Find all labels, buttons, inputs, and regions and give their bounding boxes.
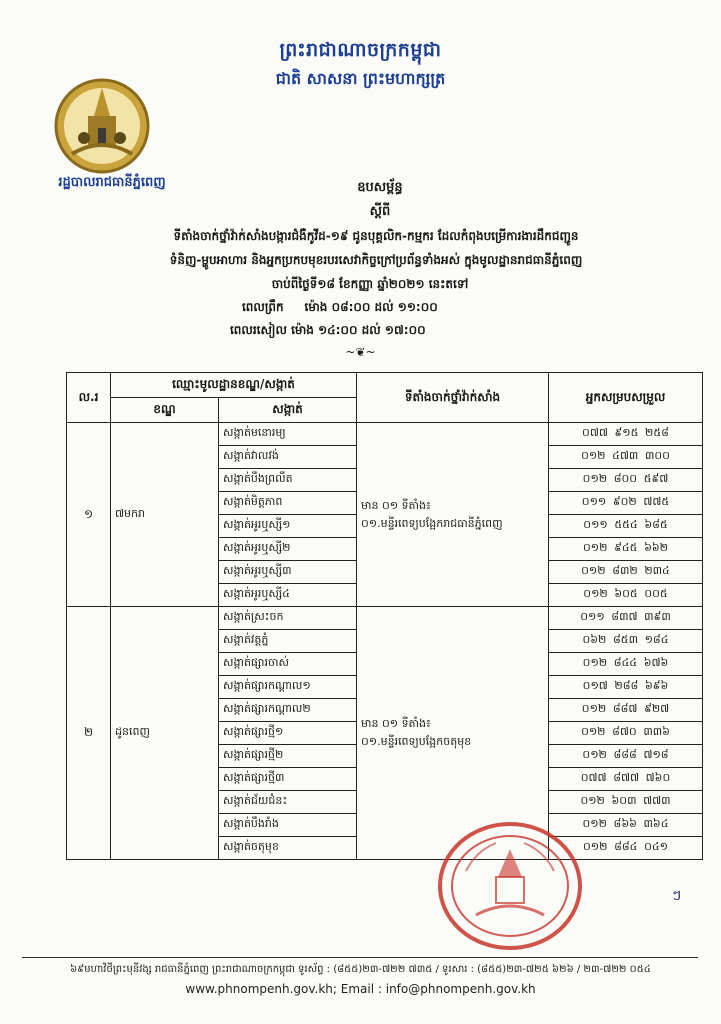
coordinator-phone: ០១១ ៩០២ ៧៧៥: [549, 492, 703, 515]
national-motto: ជាតិ សាសនា ព្រះមហាក្សត្រ: [275, 69, 446, 88]
row-number: ២: [67, 607, 111, 860]
sangkat-name: សង្កាត់ផ្សារថ្មី២: [219, 745, 357, 768]
evening-hours: ពេលរសៀល ម៉ោង ១៤:០០ ដល់ ១៧:០០: [230, 323, 426, 337]
kingdom-title: ព្រះរាជាណាចក្រកម្ពុជា: [279, 39, 442, 61]
coordinator-phone: ០១២ ៨៦៦ ៣៦៤: [549, 814, 703, 837]
header-sangkat: សង្កាត់: [219, 398, 357, 423]
sangkat-name: សង្កាត់វាលវង់: [219, 446, 357, 469]
header-coordinator: អ្នកសម្របសម្រួល: [549, 373, 703, 423]
header-no: ល.រ: [67, 373, 111, 423]
coordinator-phone: ០១២ ៨៨៧ ៩២៧: [549, 699, 703, 722]
official-red-seal-icon: [436, 821, 584, 951]
annex-heading: ឧបសម្ព័ន្ធ: [357, 180, 403, 195]
city-hall-name: រដ្ឋបាលរាជធានីភ្នំពេញ: [58, 175, 166, 190]
sangkat-name: សង្កាត់ផ្សារថ្មី១: [219, 722, 357, 745]
start-date: ចាប់ពីថ្ងៃទី១៨ ខែកញ្ញា ឆ្នាំ២០២១ នេះតទៅ: [271, 277, 469, 291]
ornament-divider: ~❦~: [345, 345, 376, 359]
sangkat-name: សង្កាត់អូរឬស្សី៤: [219, 584, 357, 607]
subject-line-2: ទំនិញ-ម្ហូបអាហារ និងអ្នកប្រកបមុខរបរសេវាកិច្ចក្រៅប្រព័ន្ធទាំងអស់ ក្នុងមូលដ្ឋានរាជធានីភ្នំពេញ: [169, 253, 583, 267]
coordinator-phone: ០១២ ៨៧០ ៣៣៦: [549, 722, 703, 745]
row-number: ១: [67, 423, 111, 607]
coordinator-phone: ០៧៧ ៩១៥ ២៥៨: [549, 423, 703, 446]
sangkat-name: សង្កាត់ផ្សារចាស់: [219, 653, 357, 676]
coordinator-phone: ០១២ ៨៨៨ ៧១៨: [549, 745, 703, 768]
site-count: មាន ០១ ទីតាំង៖: [361, 498, 431, 512]
signature-initials: ៗ: [672, 888, 682, 904]
coordinator-phone: ០១៧ ២៨៨ ៦៩៦: [549, 676, 703, 699]
sangkat-name: សង្កាត់មនោរម្យ: [219, 423, 357, 446]
sangkat-name: សង្កាត់អូរឬស្សី២: [219, 538, 357, 561]
coordinator-phone: ០៧៧ ៨៧៧ ៧៦០: [549, 768, 703, 791]
header-khan: ខណ្ឌ: [111, 398, 219, 423]
coordinator-phone: ០១២ ៨៣២ ២៣៤: [549, 561, 703, 584]
vaccination-sites-table: [66, 372, 703, 860]
header-location-name: ឈ្មោះមូលដ្ឋានខណ្ឌ/សង្កាត់: [111, 373, 357, 398]
sangkat-name: សង្កាត់ផ្សារកណ្ដាល២: [219, 699, 357, 722]
sangkat-name: សង្កាត់ផ្សារកណ្ដាល១: [219, 676, 357, 699]
khan-name: ៧មករា: [111, 423, 219, 607]
vaccination-site-cell: [357, 423, 549, 607]
site-name: ០១.មន្ទីរពេទ្យបង្អែកចតុមុខ: [361, 735, 472, 748]
site-count: មាន ០១ ទីតាំង៖: [361, 717, 431, 730]
sangkat-name: សង្កាត់បឹងរាំង: [219, 814, 357, 837]
table-row: [67, 607, 703, 630]
coordinator-phone: ០១២ ៩៤៥ ៦៦២: [549, 538, 703, 561]
phnom-penh-emblem-icon: [52, 76, 152, 176]
table-row: [67, 423, 703, 446]
footer-address: ៦៩មហាវិថីព្រះមុនីវង្ស រាជធានីភ្នំពេញ ព្រះរាជាណាចក្រកម្ពុជា ទូរស័ព្ទ : (៨៥៥)២៣-៧២២ ៧៣៥ / ទូរសារ : (៨៥៥)២៣-៧២៥ ៦២៦ / ២៣-៧២២ ០៥៤: [70, 964, 651, 975]
footer-divider: [22, 957, 698, 958]
footer-website-email: www.phnompenh.gov.kh; Email : info@phnompenh.gov.kh: [185, 982, 536, 996]
coordinator-phone: ០១២ ៨៤៤ ៦៧៦: [549, 653, 703, 676]
sangkat-name: សង្កាត់បឹងព្រលឹត: [219, 469, 357, 492]
sangkat-name: សង្កាត់ជ័យជំនះ: [219, 791, 357, 814]
about-heading: ស្តីពី: [369, 204, 391, 219]
coordinator-phone: ០១២ ៤៧៣ ៣០០: [549, 446, 703, 469]
sangkat-name: សង្កាត់ស្រះចក: [219, 607, 357, 630]
coordinator-phone: ០១២ ៦០៥ ០០៥: [549, 584, 703, 607]
sangkat-name: សង្កាត់អូរឬស្សី១: [219, 515, 357, 538]
sangkat-name: សង្កាត់ផ្សារថ្មី៣: [219, 768, 357, 791]
coordinator-phone: ០១២ ៨០០ ៥៩៧: [549, 469, 703, 492]
coordinator-phone: ០១១ ៨៣៧ ៣៩៣: [549, 607, 703, 630]
sangkat-name: សង្កាត់មិត្តភាព: [219, 492, 357, 515]
subject-line-1: ទីតាំងចាក់ថ្នាំវ៉ាក់សាំងបង្ការជំងឺកូវីដ-១៩ ជូនបុគ្គលិក-កម្មករ ដែលកំពុងបម្រើការងារដឹកជញ្ជូន: [173, 229, 579, 243]
sangkat-name: សង្កាត់វត្តភ្នំ: [219, 630, 357, 653]
coordinator-phone: ០១១ ៥៥៤ ៦៨៥: [549, 515, 703, 538]
site-name: ០១.មន្ទីរពេទ្យបង្អែករាជធានីភ្នំពេញ: [361, 516, 503, 530]
coordinator-phone: ០៦២ ៨៥៣ ១៨៤: [549, 630, 703, 653]
morning-hours: ពេលព្រឹក ម៉ោង ០៨:០០ ដល់ ១១:០០: [242, 300, 438, 314]
sangkat-name: សង្កាត់ចតុមុខ: [219, 837, 357, 860]
header-vaccination-site: ទីតាំងចាក់ថ្នាំវ៉ាក់សាំង: [357, 373, 549, 423]
coordinator-phone: ០១២ ៨៨៤ ០៤១: [549, 837, 703, 860]
khan-name: ដូនពេញ: [111, 607, 219, 860]
sangkat-name: សង្កាត់អូរឬស្សី៣: [219, 561, 357, 584]
coordinator-phone: ០១២ ៦០៣ ៧៧៣: [549, 791, 703, 814]
